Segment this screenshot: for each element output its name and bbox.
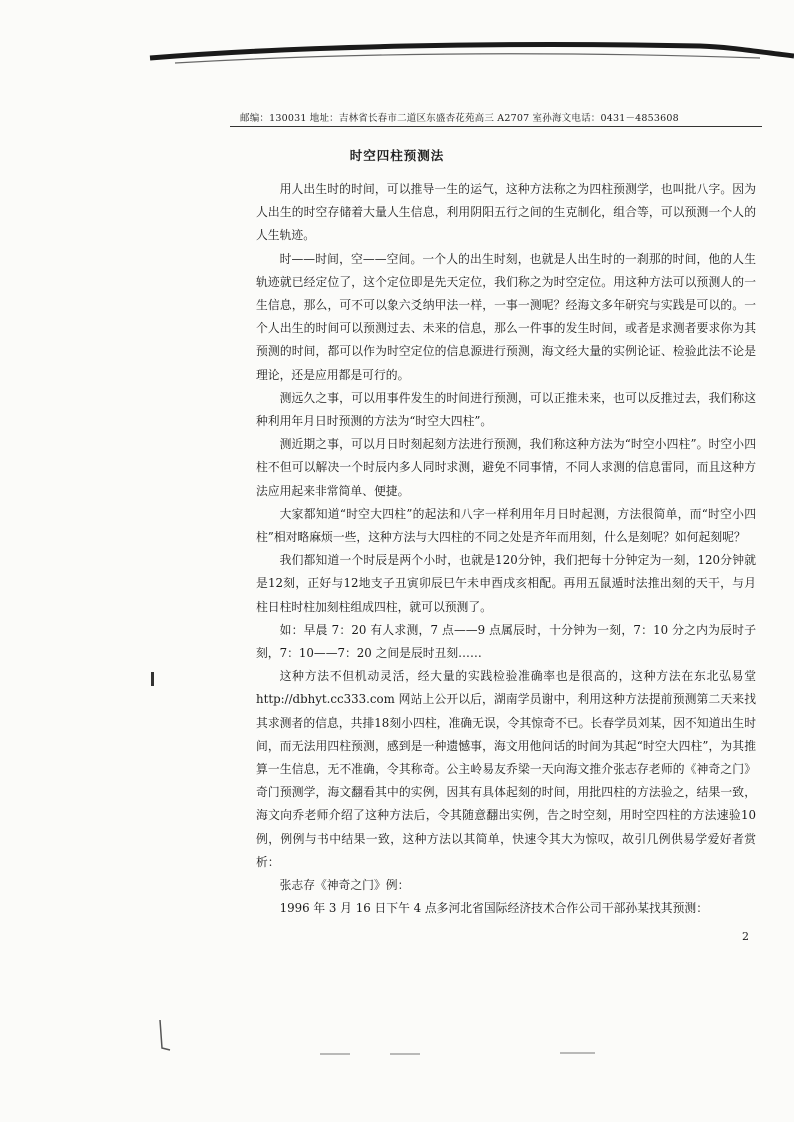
header-contact-info: 邮编：130031 地址：吉林省长春市二道区东盛杏花苑高三 A2707 室孙海文电话：0431－4853608 (240, 113, 679, 124)
paragraph-1: 用人出生时的时间，可以推导一生的运气，这种方法称之为四柱预测学，也叫批八字。因为人出生的时空存储着大量人生信息，利用阴阳五行之间的生克制化，组合等，可以预测一个人的人生轨迹。 (256, 182, 756, 243)
page-number: 2 (742, 930, 749, 943)
paragraph-8: 这种方法不但机动灵活，经大量的实践检验准确率也是很高的，这种方法在东北弘易堂 http://dbhyt.cc333.com 网站上公开以后，湖南学员谢中，利用这种方法提前预测第二天来找其求测者的信息，共排18刻小四柱，准确无误，令其惊奇不已。长春学员刘某，因不知道出生时间，而无法用四柱预测，感到是一种遗憾事，海文用他问话的时间为其起“时空大四柱”，为其推算一生信息，无不准确，令其称奇。公主岭易友乔梁一天向海文推介张志存老师的《神奇之门》奇门预测学，海文翻看其中的实例，因其有具体起刻的时间，用批四柱的方法验之，结果一致，海文向乔老师介绍了这种方法后，令其随意翻出实例，告之时空刻，用时空四柱的方法速验10例，例例与书中结果一致，这种方法以其简单，快速令其大为惊叹，故引几例供易学爱好者赏析： (256, 669, 756, 869)
example-line: 1996 年 3 月 16 日下午 4 点多河北省国际经济技术合作公司干部孙某找其预测： (279, 901, 708, 916)
scan-speck (150, 672, 156, 686)
document-body (256, 178, 756, 921)
document-title: 时空四柱预测法 (349, 148, 445, 163)
paragraph-5: 大家都知道“时空大四柱”的起法和八字一样利用年月日时起测，方法很简单，而“时空小四柱”相对略麻烦一些，这种方法与大四柱的不同之处是齐年而用刻，什么是刻呢？如何起刻呢？ (256, 506, 756, 545)
paragraph-7: 如：早晨 7：20 有人求测，7 点——9 点属辰时，十分钟为一刻，7：10 分之内为辰时子刻，7：10——7：20 之间是辰时丑刻…… (256, 622, 756, 661)
paragraph-4: 测近期之事，可以月日时刻起刻方法进行预测，我们称这种方法为“时空小四柱”。时空小四柱不但可以解决一个时辰内多人同时求测，避免不同事情，不同人求测的信息雷同，而且这种方法应用起来非常简单、便捷。 (256, 437, 756, 498)
paragraph-6: 我们都知道一个时辰是两个小时，也就是120分钟，我们把每十分钟定为一刻，120分钟就是12刻，正好与12地支子丑寅卯辰巳午未申酉戌亥相配。再用五鼠遁时法推出刻的天干，与月柱日柱时柱加刻柱组成四柱，就可以预测了。 (256, 553, 756, 614)
paragraph-3: 测远久之事，可以用事件发生的时间进行预测，可以正推未来，也可以反推过去，我们称这种利用年月日时预测的方法为“时空大四柱”。 (256, 390, 756, 429)
header-rule (230, 126, 762, 127)
scan-bottom-marks (150, 1020, 750, 1060)
example-title: 张志存《神奇之门》例： (279, 878, 410, 893)
paragraph-2: 时——时间，空——空间。一个人的出生时刻，也就是人出生时的一刹那的时间，他的人生轨迹就已经定位了，这个定位即是先天定位，我们称之为时空定位。用这种方法可以预测人的一生信息，那么，可不可以象六爻纳甲法一样，一事一测呢？经海文多年研究与实践是可以的。一个人出生的时间可以预测过去、未来的信息，那么一件事的发生时间，或者是求测者要求你为其预测的时间，都可以作为时空定位的信息源进行预测，海文经大量的实例论证、检验此法不论是理论，还是应用都是可行的。 (256, 251, 756, 382)
scan-border-top (0, 0, 794, 80)
